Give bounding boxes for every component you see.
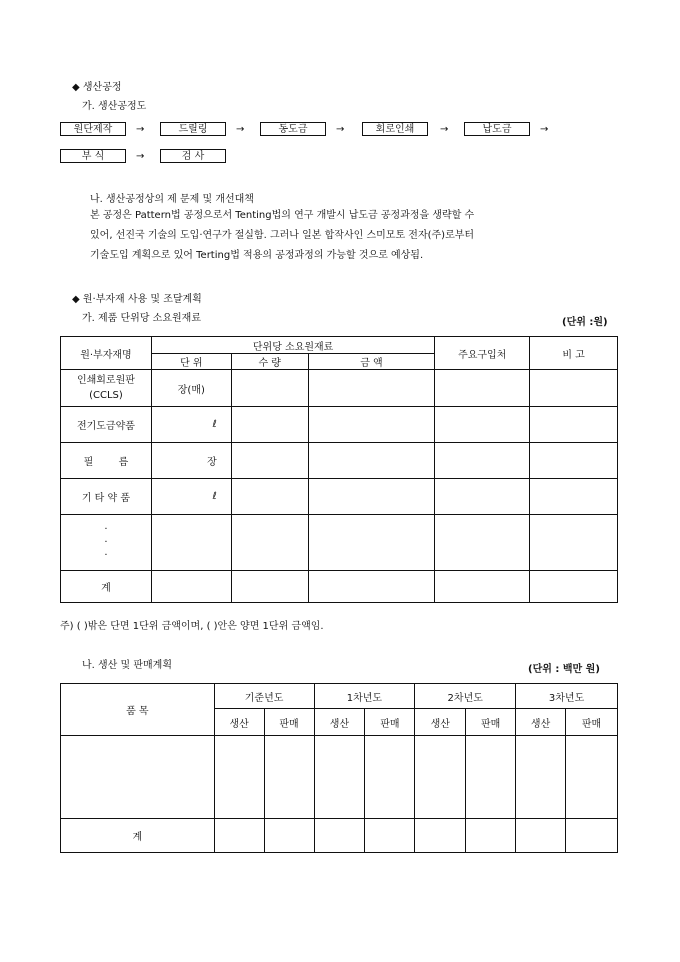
subheading-unit-material: 가. 제품 단위당 소요원재료 bbox=[82, 313, 201, 324]
flow-step-drilling: 드릴링 bbox=[160, 122, 226, 136]
paragraph-line-3: 기술도입 계획으로 있어 Terting법 적용의 공정과정의 가능할 것으로 예상됨. bbox=[90, 250, 424, 261]
paragraph-line-2: 있어, 선진국 기술의 도입·연구가 절실함. 그러나 일본 합작사인 스미모토 전자(주)로부터 bbox=[90, 230, 475, 241]
header-sales: 판매 bbox=[466, 709, 516, 736]
flow-arrow: → bbox=[540, 124, 549, 135]
header-item: 품 목 bbox=[61, 684, 215, 736]
production-table bbox=[60, 683, 618, 853]
header-unit-material-group: 단위당 소요원재료 bbox=[151, 337, 434, 354]
material-table bbox=[60, 336, 618, 603]
header-year-base: 기준년도 bbox=[214, 684, 314, 709]
flow-step-lead: 납도금 bbox=[464, 122, 530, 136]
material-unit: 장(매) bbox=[151, 370, 231, 407]
header-quantity: 수 량 bbox=[231, 354, 308, 370]
unit-label-won: (단위 :원) bbox=[562, 317, 608, 328]
header-sales: 판매 bbox=[566, 709, 618, 736]
header-production: 생산 bbox=[516, 709, 566, 736]
flow-arrow: → bbox=[440, 124, 449, 135]
section-heading-process: ◆ 생산공정 bbox=[72, 82, 122, 93]
header-year-2: 2차년도 bbox=[415, 684, 516, 709]
subheading-production-plan: 나. 생산 및 판매계획 bbox=[82, 660, 172, 671]
footnote: 주) ( )밖은 단면 1단위 금액이며, ( )안은 양면 1단위 금액임. bbox=[60, 621, 324, 632]
paragraph-line-1: 본 공정은 Pattern법 공정으로서 Tenting법의 연구 개발시 납도금 공정과정을 생략할 수 bbox=[90, 210, 475, 221]
flow-arrow: → bbox=[136, 151, 145, 162]
header-main-source: 주요구입처 bbox=[435, 337, 530, 370]
section-heading-materials: ◆ 원·부자재 사용 및 조달계획 bbox=[72, 294, 202, 305]
table-row-total bbox=[61, 571, 618, 603]
flow-arrow: → bbox=[336, 124, 345, 135]
material-unit: ℓ bbox=[151, 479, 231, 515]
header-year-3: 3차년도 bbox=[516, 684, 618, 709]
header-production: 생산 bbox=[314, 709, 365, 736]
flow-arrow: → bbox=[136, 124, 145, 135]
material-name: 인쇄회로원판 (CCLS) bbox=[61, 370, 152, 407]
subheading-issues: 나. 생산공정상의 제 문제 및 개선대책 bbox=[90, 194, 254, 205]
header-sales: 판매 bbox=[365, 709, 415, 736]
total-label: 계 bbox=[61, 819, 215, 853]
header-production: 생산 bbox=[415, 709, 466, 736]
flow-step-print: 회로인쇄 bbox=[362, 122, 428, 136]
flow-step-inspect: 검 사 bbox=[160, 149, 226, 163]
header-material-name: 원·부자재명 bbox=[61, 337, 152, 370]
ellipsis-dots: · · · bbox=[61, 515, 152, 571]
header-sales: 판매 bbox=[264, 709, 314, 736]
material-name: 기 타 약 품 bbox=[61, 479, 152, 515]
header-production: 생산 bbox=[214, 709, 264, 736]
flow-step-copper: 동도금 bbox=[260, 122, 326, 136]
total-label: 계 bbox=[61, 571, 152, 603]
table-row bbox=[61, 736, 618, 819]
header-unit: 단 위 bbox=[151, 354, 231, 370]
subheading-process-chart: 가. 생산공정도 bbox=[82, 101, 147, 112]
material-name: 전기도금약품 bbox=[61, 407, 152, 443]
flow-arrow: → bbox=[236, 124, 245, 135]
material-unit: 장 bbox=[151, 443, 231, 479]
material-name: 필 름 bbox=[61, 443, 152, 479]
material-unit bbox=[151, 571, 231, 603]
table-row bbox=[61, 515, 618, 571]
table-row bbox=[61, 370, 618, 407]
header-amount: 금 액 bbox=[308, 354, 435, 370]
flow-step-fabric: 원단제작 bbox=[60, 122, 126, 136]
header-year-1: 1차년도 bbox=[314, 684, 415, 709]
table-row bbox=[61, 407, 618, 443]
unit-label-million: (단위 : 백만 원) bbox=[528, 664, 600, 675]
table-row-total bbox=[61, 819, 618, 853]
table-row bbox=[61, 443, 618, 479]
material-unit: ℓ bbox=[151, 407, 231, 443]
material-unit bbox=[151, 515, 231, 571]
table-row bbox=[61, 479, 618, 515]
flow-step-etch: 부 식 bbox=[60, 149, 126, 163]
header-note: 비 고 bbox=[530, 337, 618, 370]
